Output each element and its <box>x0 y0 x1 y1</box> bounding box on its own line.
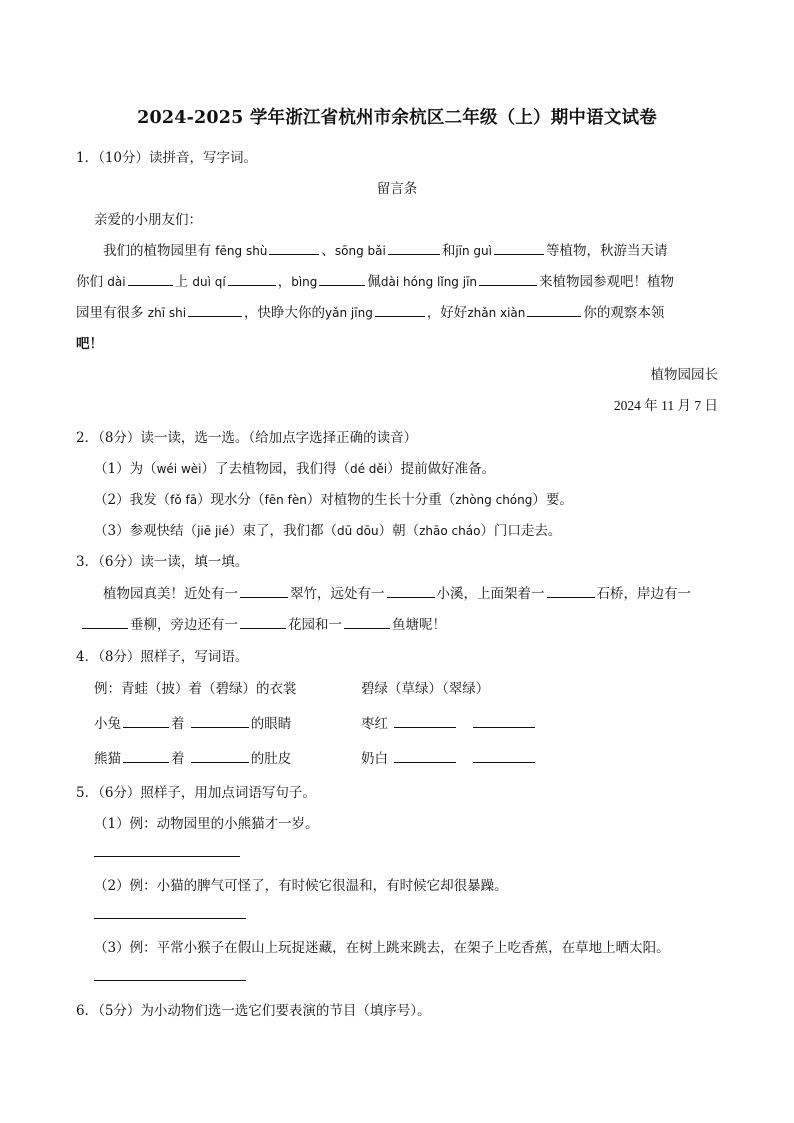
answer-blank[interactable] <box>319 271 365 286</box>
note-line-4: 吧！ <box>76 336 103 352</box>
answer-blank[interactable] <box>388 240 440 255</box>
note-line-2: 你们 dài 上 duì qí ，bìng 佩dài hóng lǐng jīn 来植物园参观吧！植物 <box>76 270 674 290</box>
answer-blank[interactable] <box>394 748 456 763</box>
note-signature: 植物园园长 <box>650 367 718 383</box>
pinyin-option[interactable]: zhòng chóng <box>455 493 533 507</box>
question-6-heading: 6．（5分）为小动物们选一选它们要表演的节目（填序号）。 <box>76 1003 431 1019</box>
answer-blank[interactable] <box>547 583 595 598</box>
question-4-example-right: 碧绿（草绿）（翠绿） <box>361 681 490 697</box>
answer-blank[interactable] <box>494 240 544 255</box>
pinyin-option[interactable]: fēn fèn <box>264 493 307 507</box>
answer-blank[interactable] <box>82 614 128 629</box>
answer-blank[interactable] <box>394 713 456 728</box>
question-4-example-left: 例：青蛙（披）着（碧绿）的衣裳 <box>94 681 297 697</box>
pinyin-option[interactable]: jiē jié <box>197 524 230 538</box>
answer-blank[interactable] <box>527 302 581 317</box>
answer-blank[interactable] <box>269 240 319 255</box>
pinyin: dài hóng lǐng jīn <box>380 275 478 289</box>
answer-line[interactable] <box>94 856 240 857</box>
pinyin-option[interactable]: wéi wèi <box>156 462 202 476</box>
pinyin: duì qí <box>192 275 226 289</box>
answer-blank[interactable] <box>479 271 537 286</box>
page-title: 2024-2025 学年浙江省杭州市余杭区二年级（上）期中语文试卷 <box>137 108 657 128</box>
question-5-heading: 5．（6分）照样子，用加点词语写句子。 <box>76 785 316 801</box>
answer-blank[interactable] <box>123 713 169 728</box>
answer-blank[interactable] <box>375 302 425 317</box>
answer-blank[interactable] <box>188 302 242 317</box>
question-5-example-3: （3）例：平常小猴子在假山上玩捉迷藏，在树上跳来跳去，在架子上吃香蕉，在草地上晒太阳。 <box>94 940 670 956</box>
question-4-row-1-left: 小兔 着 的眼睛 <box>94 712 291 732</box>
answer-line[interactable] <box>94 980 246 981</box>
question-5-example-2: （2）例：小猫的脾气可怪了，有时候它很温和，有时候它却很暴躁。 <box>94 878 508 894</box>
question-3-heading: 3．（6分）读一读，填一填。 <box>76 554 249 570</box>
answer-blank[interactable] <box>228 271 276 286</box>
answer-blank[interactable] <box>123 748 169 763</box>
answer-blank[interactable] <box>387 583 435 598</box>
pinyin: sōng bǎi <box>334 244 386 258</box>
question-1-heading: 1．（10分）读拼音，写字词。 <box>76 150 258 166</box>
pinyin: bìng <box>291 275 318 289</box>
answer-blank[interactable] <box>473 713 535 728</box>
question-2-item-2: （2）我发（fǒ fā）现水分（fēn fèn）对植物的生长十分重（zhòng chóng）要。 <box>94 492 573 508</box>
question-4-heading: 4．（8分）照样子，写词语。 <box>76 649 249 665</box>
answer-blank[interactable] <box>191 748 249 763</box>
answer-blank[interactable] <box>191 713 249 728</box>
note-line-1: 我们的植物园里有 fēng shù 、sōng bǎi 和jīn guì 等植物，秋游当天请 <box>103 239 668 259</box>
pinyin: jīn guì <box>455 244 492 258</box>
question-3-line-2: 垂柳，旁边还有一 花园和一 鱼塘呢！ <box>80 613 446 633</box>
pinyin: zhǎn xiàn <box>467 306 526 320</box>
note-title: 留言条 <box>376 181 418 197</box>
question-4-row-2-right: 奶白 <box>361 747 537 767</box>
question-4-row-1-right: 枣红 <box>361 712 537 732</box>
question-3-line-1: 植物园真美！近处有一 翠竹，远处有一 小溪，上面架着一 石桥，岸边有一 <box>103 582 691 602</box>
pinyin-option[interactable]: fǒ fā <box>170 493 198 507</box>
answer-blank[interactable] <box>240 583 288 598</box>
pinyin: fēng shù <box>215 244 268 258</box>
question-5-example-1: （1）例：动物园里的小熊猫才一岁。 <box>94 816 319 832</box>
pinyin-option[interactable]: dū dōu <box>337 524 379 538</box>
answer-blank[interactable] <box>240 614 286 629</box>
answer-line[interactable] <box>94 918 246 919</box>
pinyin: dài <box>107 275 126 289</box>
answer-blank[interactable] <box>473 748 535 763</box>
pinyin: zhī shi <box>147 306 187 320</box>
answer-blank[interactable] <box>344 614 390 629</box>
note-line-3: 园里有很多 zhī shi ，快睁大你的yǎn jīng ，好好zhǎn xiàn 你的观察本领 <box>76 301 664 321</box>
pinyin-option[interactable]: dé děi <box>349 462 388 476</box>
pinyin-option[interactable]: zhāo cháo <box>419 524 481 538</box>
question-4-row-2-left: 熊猫 着 的肚皮 <box>94 747 291 767</box>
question-2-heading: 2．（8分）读一读，选一选。（给加点字选择正确的读音） <box>76 430 418 446</box>
question-2-item-3: （3）参观快结（jiē jié）束了，我们都（dū dōu）朝（zhāo cháo）门口走去。 <box>94 523 562 539</box>
question-2-item-1: （1）为（wéi wèi）了去植物园，我们得（dé děi）提前做好准备。 <box>94 461 496 477</box>
note-greeting: 亲爱的小朋友们： <box>94 212 202 228</box>
pinyin: yǎn jīng <box>325 306 373 320</box>
answer-blank[interactable] <box>128 271 173 286</box>
note-date: 2024 年 11 月 7 日 <box>613 398 718 413</box>
